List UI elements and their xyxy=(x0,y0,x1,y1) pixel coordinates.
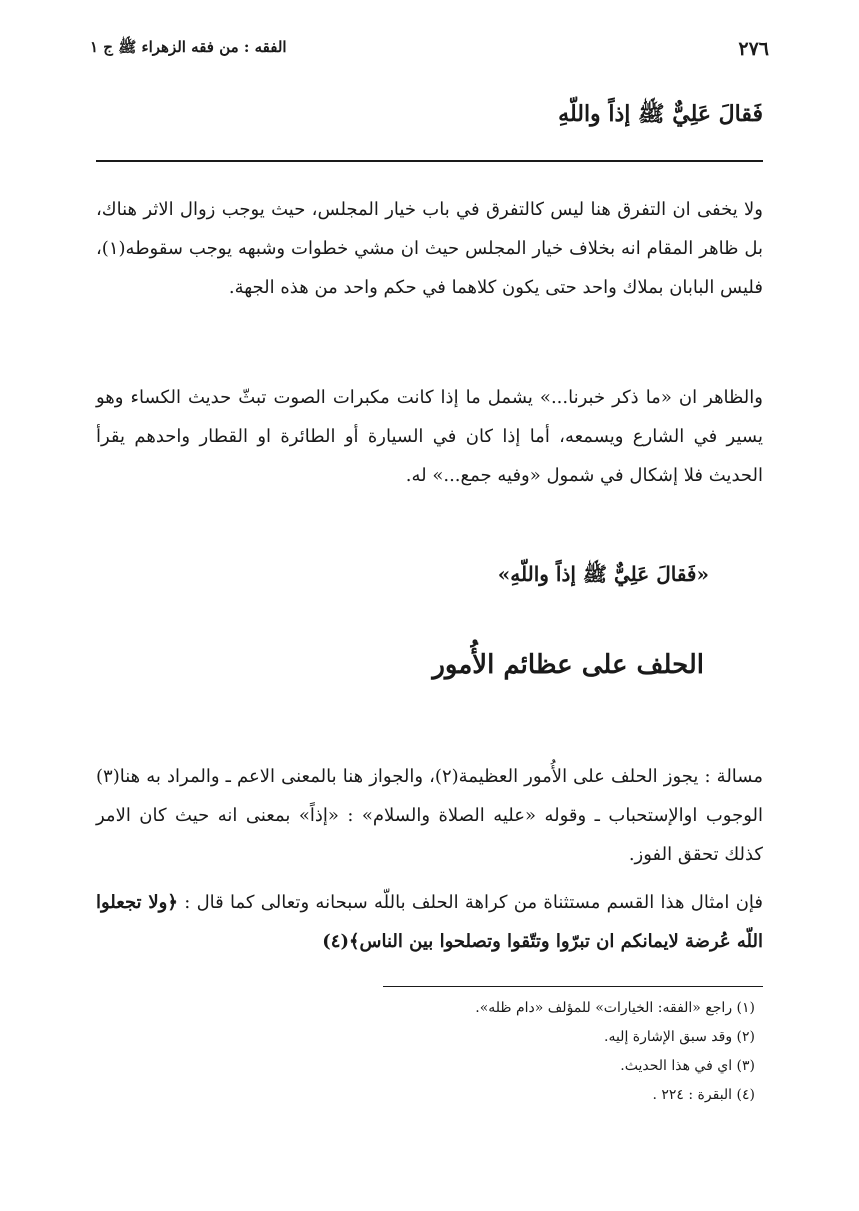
quote-heading: «فَقالَ عَلِيٌّ ﷺ إذاً واللّهِ» xyxy=(497,562,709,586)
footnote-1: (١) راجع «الفقه: الخيارات» للمؤلف «دام ظله». xyxy=(475,1000,755,1016)
heading-divider xyxy=(96,160,763,162)
footnote-divider xyxy=(383,986,763,987)
paragraph-issue: مسالة : يجوز الحلف على الأُمور العظيمة(٢)، والجواز هنا بالمعنى الاعم ـ والمراد به هنا(٣) الوجوب اوالإستحباب ـ وقوله «عليه الصلاة والسلام» : «إذاً» بمعنى انه حيث كان الامر كذلك تحقق الفوز. xyxy=(96,766,763,865)
exception-text: فإن امثال هذا القسم مستثناة من كراهة الحلف باللّه سبحانه وتعالى كما قال : xyxy=(184,892,764,913)
section-heading: فَقالَ عَلِيٌّ ﷺ إذاً واللّهِ xyxy=(558,101,763,127)
paragraph-separation: ولا يخفى ان التفرق هنا ليس كالتفرق في باب خيار المجلس، حيث يوجب زوال الاثر هناك، بل ظاهر المقام انه بخلاف خيار المجلس حيث ان مشي خطوات وشبهه يوجب سقوطه(١)، فليس البابان بملاك واحد حتى يكون كلاهما في حكم واحد من هذه الجهة. xyxy=(96,199,763,298)
footnote-2: (٢) وقد سبق الإشارة إليه. xyxy=(604,1029,755,1045)
paragraph-loudspeakers: والظاهر ان «ما ذكر خبرنا...» يشمل ما إذا كانت مكبرات الصوت تبثّ حديث الكساء وهو يسير في الشارع ويسمعه، أما إذا كان في السيارة أو الطائرة او القطار واحدهم يقرأ الحديث فلا إشكال في شمول «وفيه جمع...» له. xyxy=(96,387,763,486)
running-header-title: الفقه : من فقه الزهراء ﷺ ج ١ xyxy=(90,38,287,56)
page-number: ٢٧٦ xyxy=(738,38,769,60)
footnotes xyxy=(475,994,755,1110)
quran-verse: ﴿ولا تجعلوا اللّه عُرضة لايمانكم ان تبرّوا وتتّقوا وتصلحوا بين الناس﴾(٤) xyxy=(96,892,763,952)
footnote-3: (٣) اي في هذا الحديث. xyxy=(620,1058,755,1074)
topic-heading: الحلف على عظائم الأُمور xyxy=(432,650,704,680)
paragraph-exception xyxy=(96,883,763,961)
running-header xyxy=(90,34,769,64)
footnote-4: (٤) البقرة : ٢٢٤ . xyxy=(652,1087,755,1103)
